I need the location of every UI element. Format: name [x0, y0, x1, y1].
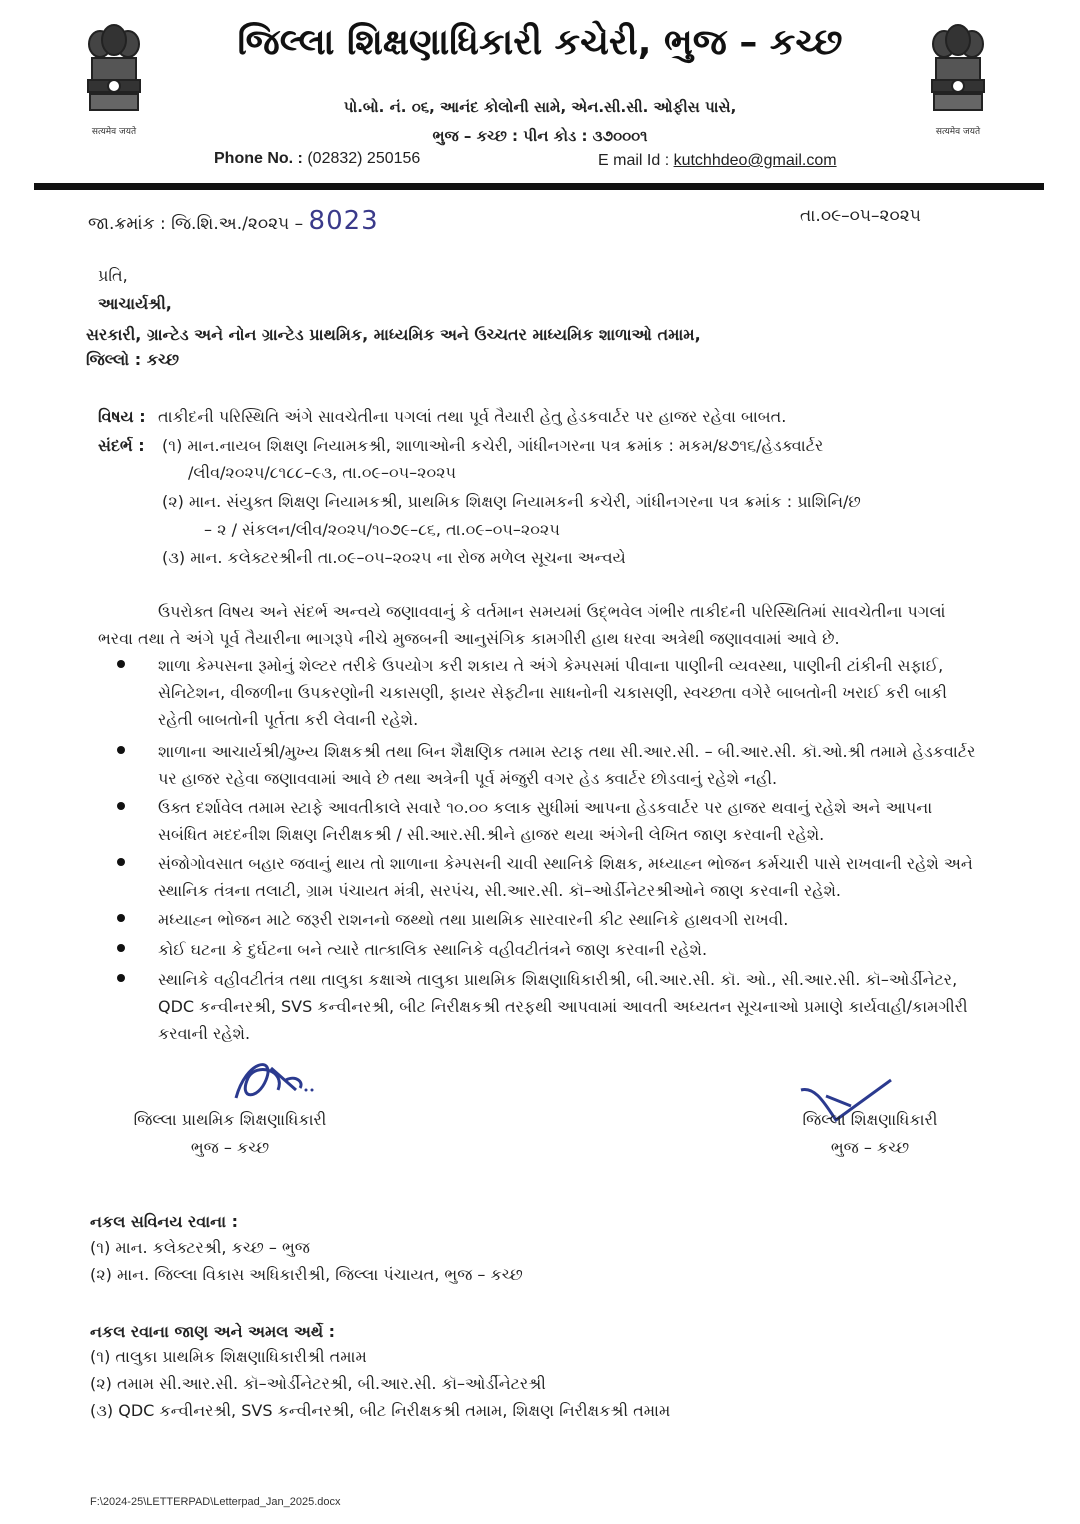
addressee-line-3: જિલ્લો : કચ્છ: [86, 350, 179, 369]
email-link[interactable]: kutchhdeo@gmail.com: [673, 152, 837, 169]
signatory-left-place: ભુજ – કચ્છ: [190, 1138, 270, 1157]
emblem-caption: सत्यमेव जयते: [91, 127, 137, 137]
bullet-item: સ્થાનિકે વહીવટીતંત્ર તથા તાલુકા કક્ષાએ તાલુકા પ્રાથમિક શિક્ષણાધિકારીશ્રી, બી.આર.સી. કૉ. ઓ., સી.આર.સી. કૉ–ઓર્ડીનેટર, QDC કન્વીનરશ્રી, SVS કન્વીનરશ્રી, બીટ નિરીક્ષકશ્રી તરફથી આપવામાં આવતી અધ્યતન સૂચનાઓ પ્રમાણે કાર્યવાહી/કામગીરી કરવાની રહેશે.: [158, 970, 968, 1043]
header-divider: [34, 183, 1044, 190]
email-line: [598, 152, 837, 170]
bullet-marker: [117, 944, 125, 952]
signatory-right-title: જિલ્લા શિક્ષણાધિકારી: [802, 1110, 938, 1129]
sandarbh-ref-3: (૩) માન. કલેક્ટરશ્રીની તા.૦૯–૦૫–૨૦૨૫ ના રોજ મળેલ સૂચના અન્વયે: [162, 548, 626, 567]
sandarbh-ref-2a: (૨) માન. સંયુક્ત શિક્ષણ નિયામકશ્રી, પ્રાથમિક શિક્ષણ નિયામકની કચેરી, ગાંધીનગરના પત્ર ક્રમાંક : પ્રાશિનિ/છ: [162, 492, 861, 511]
bullet-item: શાળાના આચાર્યશ્રી/મુખ્ય શિક્ષકશ્રી તથા બિન શૈક્ષણિક તમામ સ્ટાફ તથા સી.આર.સી. – બી.આર.સી. કૉ.ઓ.શ્રી તમામે હેડકવાર્ટર પર હાજર રહેવા જણાવવામાં આવે છે તથા અત્રેની પૂર્વ મંજુરી વગર હેડ ક્વાર્ટર છોડવાનું રહેશે નહી.: [158, 742, 976, 788]
file-path: F:\2024-25\LETTERPAD\Letterpad_Jan_2025.docx: [90, 1496, 341, 1508]
sandarbh-ref-1a: (૧) માન.નાયબ શિક્ષણ નિયામકશ્રી, શાળાઓની કચેરી, ગાંધીનગરના પત્ર ક્રમાંક : મકમ/૪૭૧૬/હેડક્વાર્ટર: [162, 436, 824, 455]
addressee-prati: પ્રતિ,: [98, 266, 128, 285]
subject-text: તાકીદની પરિસ્થિતિ અંગે સાવચેતીના પગલાં તથા પૂર્વ તૈયારી હેતુ હેડકવાર્ટર પર હાજર રહેવા બાબત.: [158, 407, 787, 426]
bullet-marker: [117, 802, 125, 810]
reference-handwritten-number: 8023: [308, 206, 379, 236]
bullet-item: મધ્યાહ્ન ભોજન માટે જરૂરી રાશનનો જથ્થો તથા પ્રાથમિક સારવારની કીટ સ્થાનિકે હાથવગી રાખવી.: [158, 910, 789, 929]
copy-item: (૩) QDC કન્વીનરશ્રી, SVS કન્વીનરશ્રી, બીટ નિરીક્ષકશ્રી તમામ, શિક્ષણ નિરીક્ષકશ્રી તમામ: [90, 1401, 671, 1420]
reference-prefix: જા.ક્રમાંક : જિ.શિ.અ./૨૦૨૫ –: [88, 214, 304, 234]
address-line-1: પો.બો. નં. ૦૬, આનંદ કોલોની સામે, એન.સી.સી. ઓફીસ પાસે,: [343, 98, 737, 116]
sandarbh-label: સંદર્ભ :: [98, 436, 145, 455]
email-label: E mail Id :: [598, 152, 674, 169]
sandarbh-ref-1b: /લીવ/૨૦૨૫/૮૧૮૮–૯૩, તા.૦૯–૦૫–૨૦૨૫: [188, 463, 457, 482]
signatory-left-title: જિલ્લા પ્રાથમિક શિક્ષણાધિકારી: [133, 1110, 327, 1129]
copy-item: (૨) તમામ સી.આર.સી. કૉ–ઓર્ડીનેટરશ્રી, બી.આર.સી. કૉ–ઓર્ડીનેટરશ્રી: [90, 1374, 546, 1393]
sandarbh-ref-2b: – ૨ / સંકલન/લીવ/૨૦૨૫/૧૦૭૯–૮૬, તા.૦૯–૦૫–૨૦૨૫: [204, 520, 560, 539]
phone-value: (02832) 250156: [302, 150, 421, 167]
emblem-caption: सत्यमेव जयते: [935, 127, 981, 137]
addressee-line-2: સરકારી, ગ્રાન્ટેડ અને નોન ગ્રાન્ટેડ પ્રાથમિક, માધ્યમિક અને ઉચ્ચતર માધ્યમિક શાળાઓ તમામ,: [86, 325, 701, 344]
bullet-item: શાળા કેમ્પસના રૂમોનું શેલ્ટર તરીકે ઉપયોગ કરી શકાય તે અંગે કેમ્પસમાં પીવાના પાણીની વ્યવસ્થા, પાણીની ટાંકીની સફાઈ, સેનિટેશન, વીજળીના ઉપકરણોની ચકાસણી, ફાયર સેફ્ટીના સાધનોની ચકાસણી, સ્વચ્છતા વગેરે બાબતોની ખરાઈ કરી બાકી રહેતી બાબતોની પૂર્તતા કરી લેવાની રહેશે.: [158, 656, 947, 729]
phone-line: [214, 150, 420, 168]
bullet-marker: [117, 974, 125, 982]
bullet-marker: [117, 746, 125, 754]
bullet-marker: [117, 858, 125, 866]
body-intro: ઉપરોક્ત વિષય અને સંદર્ભ અન્વયે જણાવવાનું કે વર્તમાન સમયમાં ઉદ્ભવેલ ગંભીર તાકીદની પરિસ્થિતિમાં સાવચેતીના પગલાં ભરવા તથા તે અંગે પૂર્વ તૈયારીના ભાગરૂપે નીચે મુજબની આનુસંગિક કામગીરી હાથ ધરવા અત્રેથી જણાવવામાં આવે છે.: [98, 602, 946, 648]
reference-number: [88, 206, 379, 236]
signature-left: [226, 1050, 316, 1110]
bullet-item: ઉક્ત દર્શાવેલ તમામ સ્ટાફે આવતીકાલે સવારે ૧૦.૦૦ કલાક સુધીમાં આપના હેડકવાર્ટર પર હાજર થવાનું રહેશે અને આપના સબંધિત મદદનીશ શિક્ષણ નિરીક્ષકશ્રી / સી.આર.સી.શ્રીને હાજર થયા અંગેની લેખિત જાણ કરવાની રહેશે.: [158, 798, 933, 844]
subject-label: વિષય :: [98, 407, 146, 426]
signatory-right-place: ભુજ – કચ્છ: [830, 1138, 910, 1157]
phone-label: Phone No. :: [214, 150, 303, 167]
bullet-item: સંજોગોવસાત બહાર જવાનું થાય તો શાળાના કેમ્પસની ચાવી સ્થાનિકે શિક્ષક, મધ્યાહ્ન ભોજન કર્મચારી પાસે રાખવાની રહેશે અને સ્થાનિક તંત્રના તલાટી, ગ્રામ પંચાયત મંત્રી, સરપંચ, સી.આર.સી. કૉ–ઓર્ડીનેટરશ્રીઓને જાણ કરવાની રહેશે.: [158, 854, 973, 900]
office-title: જિલ્લા શિક્ષણાધિકારી કચેરી, ભુજ – કચ્છ: [237, 22, 843, 63]
letter-date: તા.૦૯–૦૫–૨૦૨૫: [800, 206, 921, 226]
copy-item: (૧) માન. કલેક્ટરશ્રી, કચ્છ – ભુજ: [90, 1238, 310, 1257]
copy-heading-1: નકલ સવિનય રવાના :: [90, 1212, 238, 1231]
copy-item: (૧) તાલુકા પ્રાથમિક શિક્ષણાધિકારીશ્રી તમામ: [90, 1347, 367, 1366]
bullet-item: કોઈ ઘટના કે દુર્ઘટના બને ત્યારે તાત્કાલિક સ્થાનિકે વહીવટીતંત્રને જાણ કરવાની રહેશે.: [158, 940, 708, 959]
copy-item: (૨) માન. જિલ્લા વિકાસ અધિકારીશ્રી, જિલ્લા પંચાયત, ભુજ – કચ્છ: [90, 1265, 523, 1284]
bullet-marker: [117, 914, 125, 922]
address-line-2: ભુજ – કચ્છ : પીન કોડ : ૩૭૦૦૦૧: [432, 127, 648, 145]
copy-heading-2: નકલ રવાના જાણ અને અમલ અર્થે :: [90, 1322, 336, 1341]
addressee-line-1: આચાર્યશ્રી,: [98, 294, 172, 313]
bullet-marker: [117, 660, 125, 668]
